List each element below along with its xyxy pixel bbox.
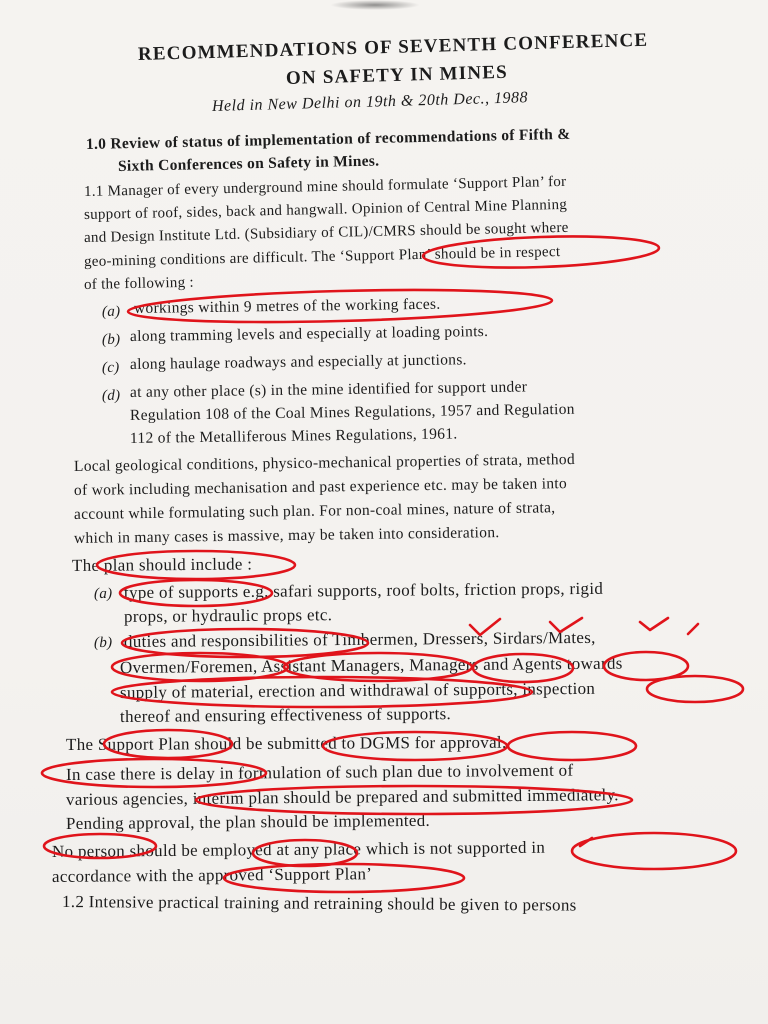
circle-for-approval [508,732,636,760]
item-c-text: along haulage roadways and especially at junctions. [129,351,467,373]
circle-inspection [647,676,743,702]
local-conditions-line-1: Local geological conditions, physico-mechanical properties of strata, method [73,451,576,475]
held-date: Held in New Delhi on 19th & 20th Dec., 1988 [211,89,529,115]
item-d-line-2: Regulation 108 of the Coal Mines Regulations, 1957 and Regulation [129,400,575,424]
no-person-line-1: No person should be employed at any place which is not supported in [51,837,546,861]
para-1-1-line-2: support of roof, sides, back and hangwall. Opinion of Central Mine Planning [83,196,568,223]
no-person-line-2: accordance with the approved ‘Support Plan’ [51,864,373,886]
plan-include-heading: The plan should include : [71,554,253,575]
include-a-label: (a) [93,585,113,602]
para-1-1-line-4: geo-mining conditions are difficult. The ‘Support Plan’ should be in respect [83,244,561,270]
heading-1-0-line-2: Sixth Conferences on Safety in Mines. [117,152,380,175]
heading-1-0-line-1: 1.0 Review of status of implementation of recommendations of Fifth & [85,125,571,153]
item-b-label: (b) [101,331,121,348]
delay-line-3: Pending approval, the plan should be implemented. [65,810,431,833]
item-b-text: along tramming levels and especially at loading points. [129,322,489,345]
document-title-line-2: ON SAFETY IN MINES [285,61,509,89]
local-conditions-line-3: account while formulating such plan. For non-coal mines, nature of strata, [73,499,556,523]
include-b-line-2: Overmen/Foremen, Assistant Managers, Managers and Agents towards [119,653,623,677]
submit-to-dgms-line: The Support Plan should be submitted to DGMS for approval. [65,732,507,754]
item-a-text: workings within 9 metres of the working faces. [133,295,441,317]
document-title-line-1: RECOMMENDATIONS OF SEVENTH CONFERENCE [137,29,649,65]
local-conditions-line-2: of work including mechanisation and past experience etc. may be taken into [73,475,568,499]
item-d-line-1: at any other place (s) in the mine identified for support under [129,378,528,401]
item-d-label: (d) [101,387,121,404]
binder-clip-shadow [330,0,420,10]
include-b-line-4: thereof and ensuring effectiveness of supports. [119,704,452,726]
para-1-1-line-3: and Design Institute Ltd. (Subsidiary of CIL)/CMRS should be sought where [83,219,569,246]
include-b-label: (b) [93,634,113,651]
para-1-1-line-5: of the following : [83,274,195,293]
local-conditions-line-4: which in many cases is massive, may be taken into consideration. [73,524,500,547]
check-mates [688,624,698,634]
circle-not-supported [572,833,736,869]
include-b-line-1: duties and responsibilities of Timbermen, Dressers, Sirdars/Mates, [123,627,596,651]
check-sirdars [640,618,668,630]
delay-line-2: various agencies, interim plan should be prepared and submitted immediately. [65,785,619,809]
include-a-line-1: type of supports e.g. safari supports, roof bolts, friction props, rigid [123,578,604,602]
include-a-line-2: props, or hydraulic props etc. [123,605,333,626]
tick-not-supported [580,838,592,846]
item-d-line-3: 112 of the Metalliferous Mines Regulations, 1961. [129,425,458,447]
item-c-label: (c) [101,359,120,376]
para-1-2-line-1: 1.2 Intensive practical training and retraining should be given to persons [61,892,577,915]
delay-line-1: In case there is delay in formulation of such plan due to involvement of [65,760,574,784]
para-1-1-line-1: 1.1 Manager of every underground mine should formulate ‘Support Plan’ for [83,173,567,200]
include-b-line-3: supply of material, erection and withdrawal of supports, inspection [119,678,596,702]
item-a-label: (a) [101,303,121,320]
